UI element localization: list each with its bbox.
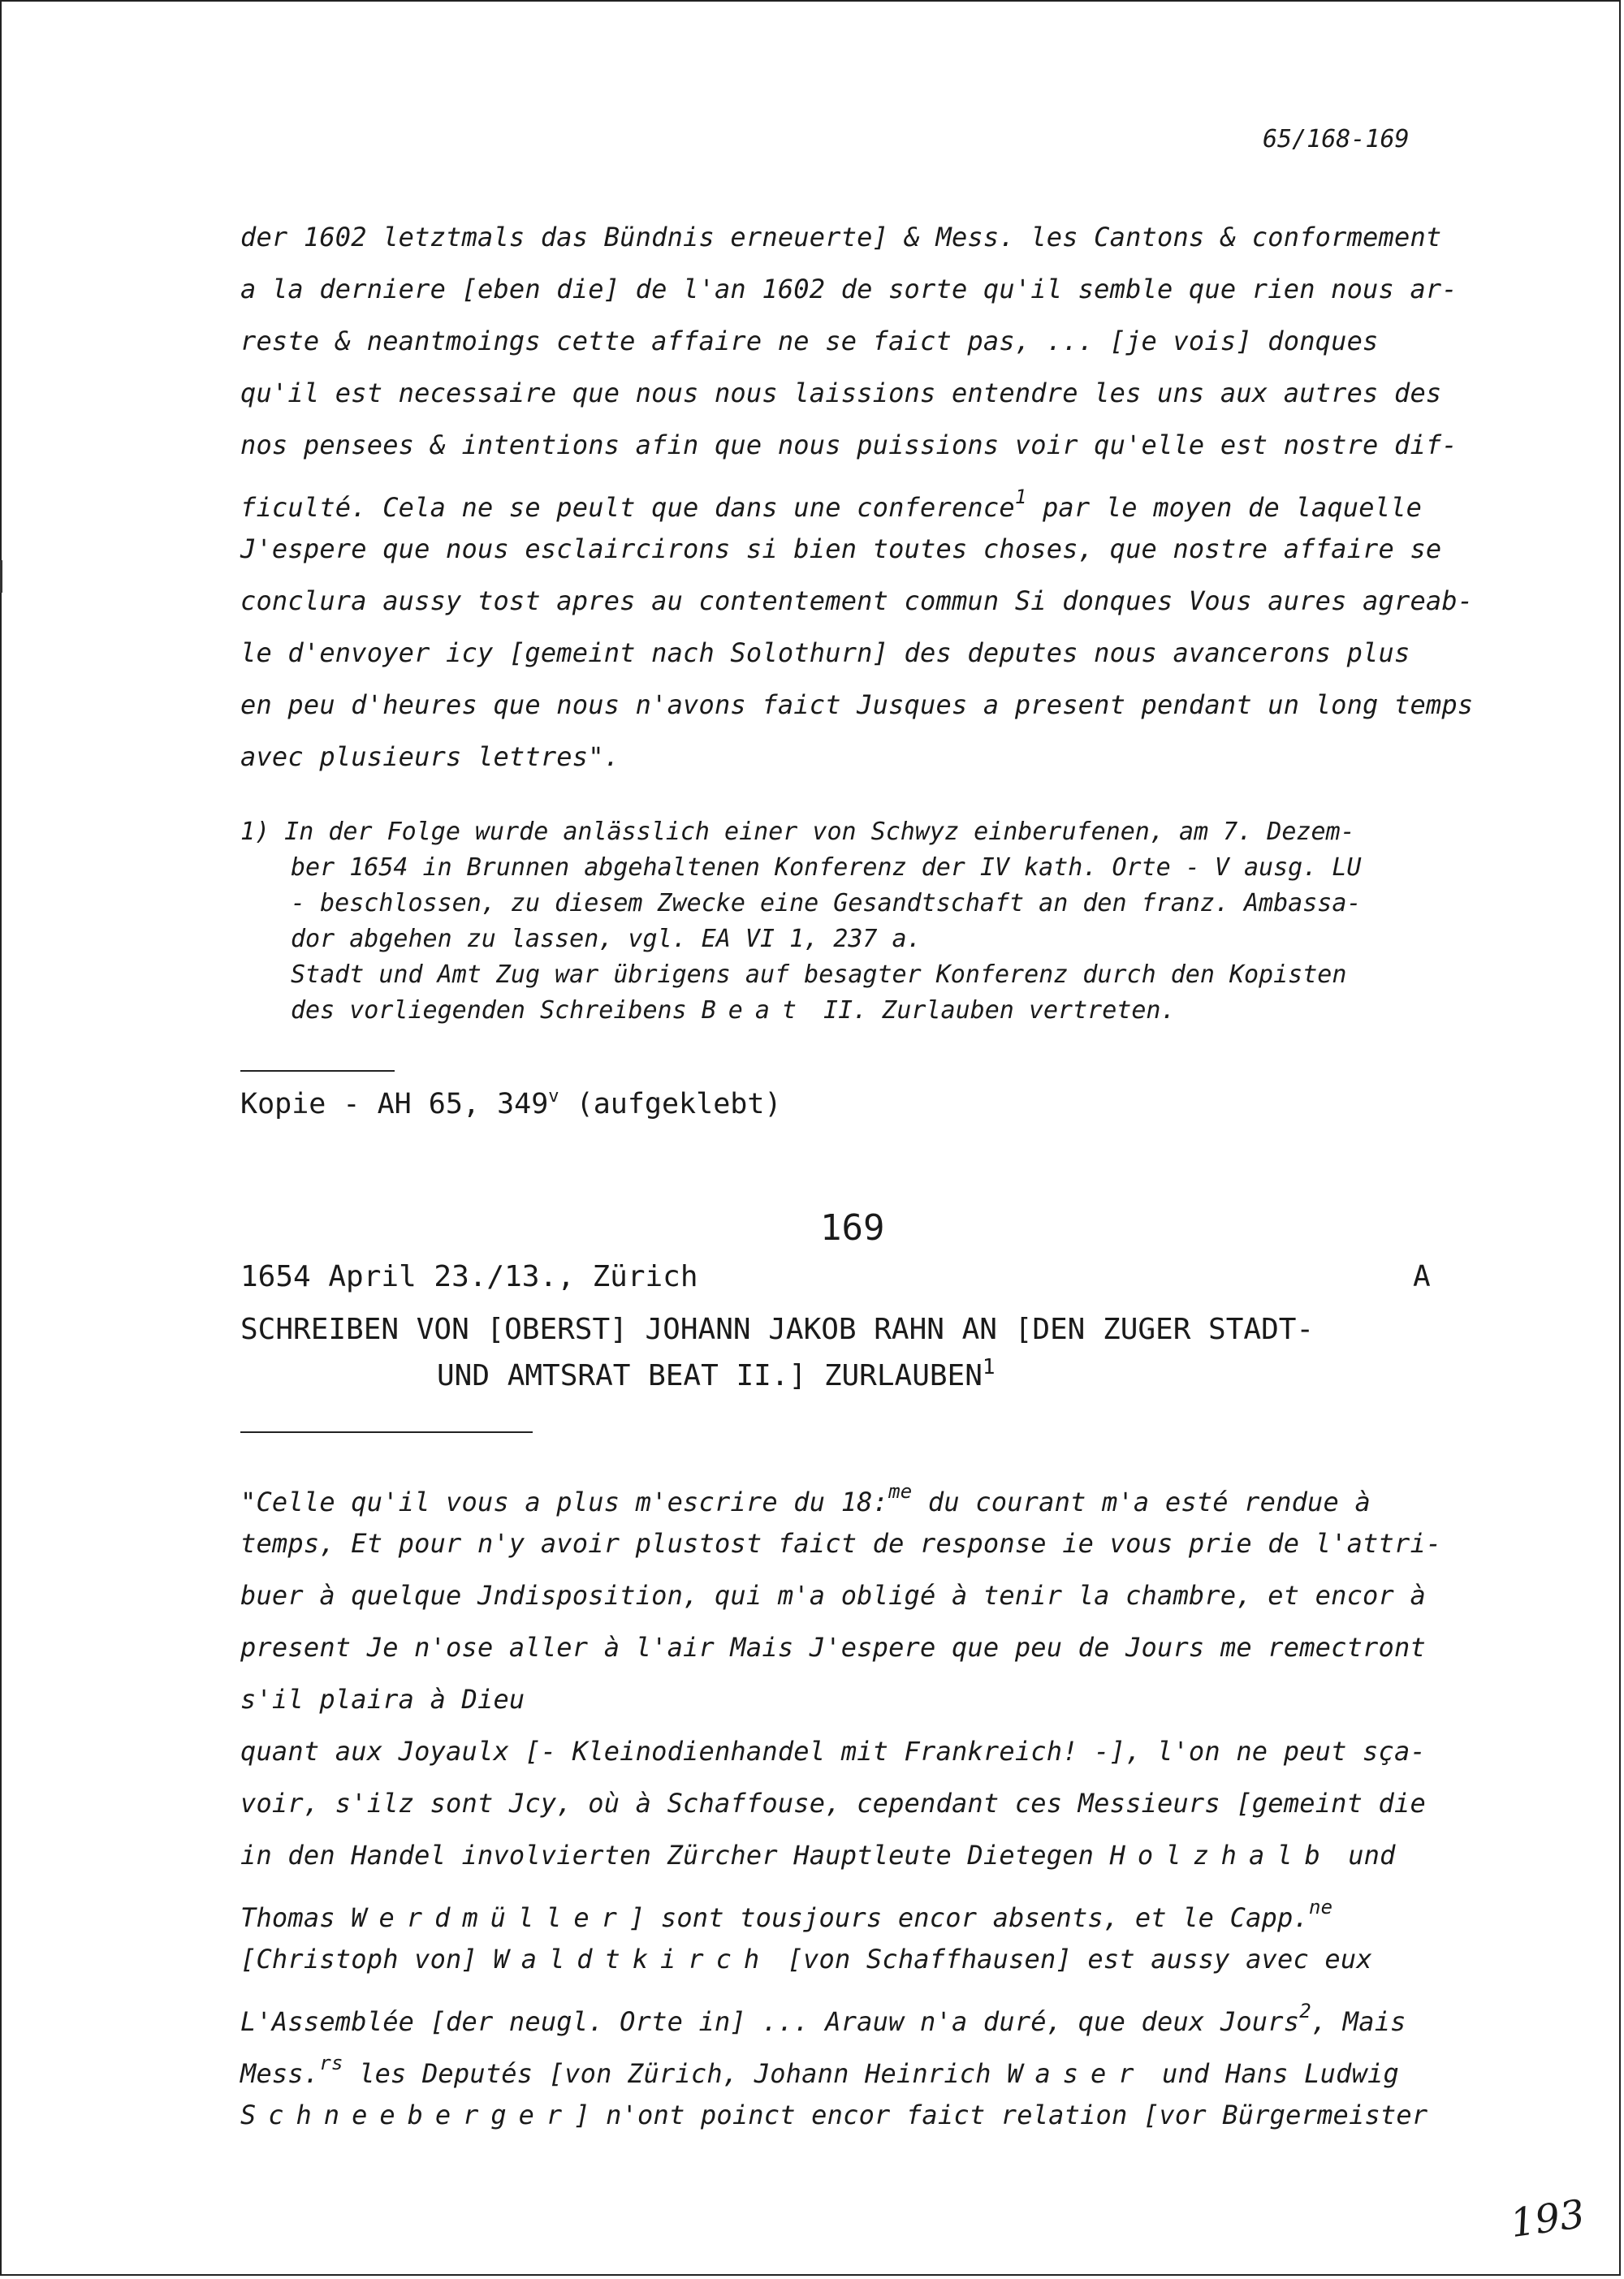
footnote <box>240 814 1540 1029</box>
spaced-name: Werdmüller <box>351 1902 629 1933</box>
text-line: der 1602 letztmals das Bündnis erneuerte] & Mess. les Cantons & conformement <box>240 222 1442 253</box>
footnote-line: ber 1654 in Brunnen abgehaltenen Konferenz der IV kath. Orte - V ausg. LU <box>291 853 1362 882</box>
text-line <box>240 1465 1515 1517</box>
text-line <box>240 1829 1515 1881</box>
heading-line <box>240 1349 1314 1395</box>
text-line <box>240 471 1515 523</box>
document-heading <box>240 1311 1314 1395</box>
spaced-name: Holzhalb <box>1109 1840 1332 1871</box>
text-segment: des vorliegenden Schreibens <box>291 996 702 1025</box>
date-place: 1654 April 23./13., Zürich <box>240 1260 698 1293</box>
text-segment: Mess. <box>240 2058 320 2089</box>
text-line: conclura aussy tost apres au contentement commun Si donques Vous aures agreab- <box>240 585 1474 616</box>
text-line: voir, s'ilz sont Jcy, où à Schaffouse, cependant ces Messieurs [gemeint die <box>240 1788 1426 1819</box>
text-line: J'espere que nous esclaircirons si bien toutes choses, que nostre affaire se <box>240 533 1442 564</box>
margin-mark <box>0 560 11 593</box>
footnote-marker: 1 <box>982 1355 996 1379</box>
footnote-line <box>240 993 1540 1029</box>
text-line: en peu d'heures que nous n'avons faict Jusques a present pendant un long temps <box>240 689 1474 720</box>
text-line: qu'il est necessaire que nous nous laissions entendre les uns aux autres des <box>240 378 1442 408</box>
text-segment: ficulté. Cela ne se peult que dans une conference <box>240 492 1015 523</box>
text-segment: (aufgeklebt) <box>559 1088 782 1120</box>
text-segment: Kopie - AH 65, 349 <box>240 1088 549 1120</box>
footnote-marker: 2 <box>1299 2000 1311 2022</box>
page-reference: 65/168-169 <box>1263 125 1410 153</box>
text-line: present Je n'ose aller à l'air Mais J'espere que peu de Jours me remectront <box>240 1632 1426 1663</box>
text-segment: par le moyen de laquelle <box>1026 492 1423 523</box>
letter-text <box>240 1465 1515 2141</box>
text-line <box>240 1881 1515 1933</box>
superscript: rs <box>319 2052 343 2074</box>
text-line: quant aux Joyaulx [- Kleinodienhandel mit Frankreich! -], l'on ne peut sça- <box>240 1736 1426 1767</box>
spaced-name: Beat <box>701 996 809 1025</box>
divider <box>240 1070 395 1072</box>
text-segment: ] sont tousjours encor absents, et le Capp. <box>628 1902 1309 1933</box>
footnote-line: dor abgehen zu lassen, vgl. EA VI 1, 237 a. <box>291 925 922 953</box>
superscript: v <box>548 1086 559 1107</box>
text-line: le d'envoyer icy [gemeint nach Solothurn] des deputes nous avancerons plus <box>240 637 1410 668</box>
text-segment: und Hans Ludwig <box>1146 2058 1399 2089</box>
text-line <box>240 2089 1515 2141</box>
text-segment: , Mais <box>1311 2006 1406 2037</box>
document-number: 169 <box>820 1207 885 1249</box>
text-line <box>240 2037 1515 2089</box>
top-paragraph <box>240 211 1515 783</box>
spaced-name: Waldtkirch <box>493 1944 772 1975</box>
text-line: nos pensees & intentions afin que nous puissions voir qu'elle est nostre dif- <box>240 429 1458 460</box>
text-line: temps, Et pour n'y avoir plustost faict de response ie vous prie de l'attri- <box>240 1528 1442 1559</box>
text-line: a la derniere [eben die] de l'an 1602 de sorte qu'il semble que rien nous ar- <box>240 274 1458 304</box>
text-segment: L'Assemblée [der neugl. Orte in] ... Arauw n'a duré, que deux Jours <box>240 2006 1300 2037</box>
divider <box>240 1431 533 1433</box>
document-letter: A <box>1413 1260 1431 1293</box>
heading-line: SCHREIBEN VON [OBERST] JOHANN JAKOB RAHN AN [DEN ZUGER STADT- <box>240 1313 1315 1346</box>
text-segment: UND AMTSRAT BEAT II.] ZURLAUBEN <box>437 1359 983 1392</box>
superscript: ne <box>1308 1896 1333 1919</box>
handwritten-page-number: 193 <box>1507 2191 1588 2247</box>
text-segment: und <box>1332 1840 1396 1871</box>
text-segment: in den Handel involvierten Zürcher Hauptleute Dietegen <box>240 1840 1110 1871</box>
copy-source <box>240 1086 781 1120</box>
footnote-marker: 1 <box>1014 486 1027 508</box>
text-segment: les Deputés [von Zürich, Johann Heinrich <box>343 2058 1008 2089</box>
footnote-line: Stadt und Amt Zug war übrigens auf besagter Konferenz durch den Kopisten <box>291 960 1347 989</box>
text-segment: "Celle qu'il vous a plus m'escrire du 18: <box>240 1487 889 1517</box>
text-line: avec plusieurs lettres". <box>240 741 620 772</box>
text-segment: [Christoph von] <box>240 1944 494 1975</box>
text-line: s'il plaira à Dieu <box>240 1684 525 1715</box>
superscript: me <box>888 1480 913 1503</box>
footnote-line: 1) In der Folge wurde anlässlich einer von Schwyz einberufenen, am 7. Dezem- <box>240 818 1355 846</box>
text-line: buer à quelque Jndisposition, qui m'a obligé à tenir la chambre, et encor à <box>240 1580 1426 1611</box>
spaced-name: Schneeberger <box>240 2100 575 2130</box>
spaced-name: Waser <box>1007 2058 1147 2089</box>
text-line <box>240 1933 1515 1985</box>
footnote-line: - beschlossen, zu diesem Zwecke eine Gesandtschaft an den franz. Ambassa- <box>291 889 1362 917</box>
text-segment: ] n'ont poinct encor faict relation [vor Bürgermeister <box>574 2100 1428 2130</box>
text-segment: II. Zurlauben vertreten. <box>808 996 1176 1025</box>
text-line <box>240 1985 1515 2037</box>
text-segment: [von Schaffhausen] est aussy avec eux <box>771 1944 1372 1975</box>
text-line: reste & neantmoings cette affaire ne se faict pas, ... [je vois] donques <box>240 326 1379 356</box>
text-segment: Thomas <box>240 1902 352 1933</box>
text-segment: du courant m'a esté rendue à <box>912 1487 1371 1517</box>
